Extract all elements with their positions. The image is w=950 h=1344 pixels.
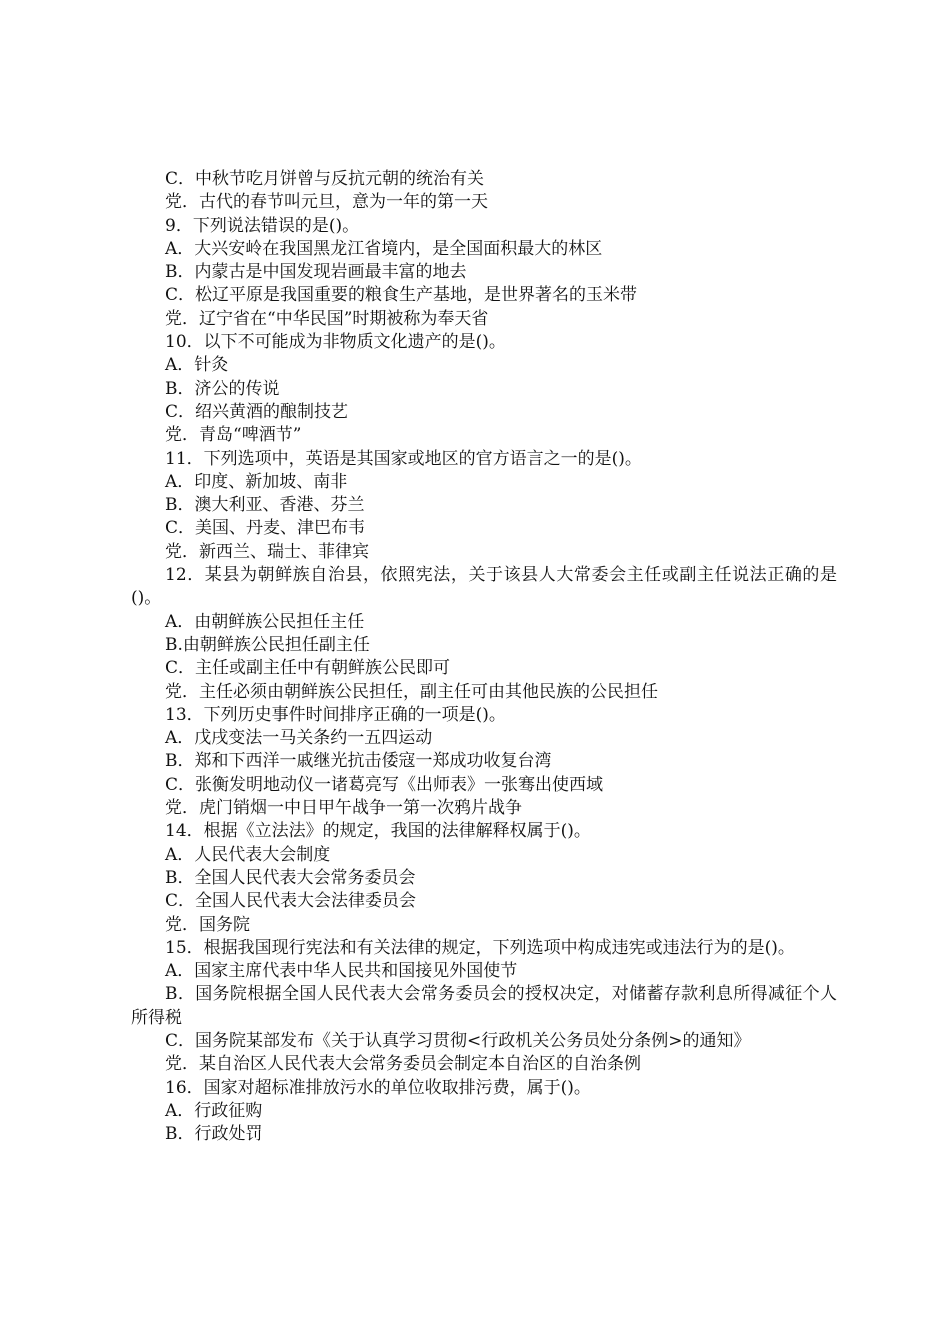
option-c: C．绍兴黄酒的酿制技艺 [165, 401, 349, 422]
option-b: B．行政处罚 [165, 1124, 263, 1145]
option-a: A．针灸 [165, 355, 229, 376]
option-c: C．美国、丹麦、津巴布韦 [165, 518, 366, 539]
option-d: 党．国务院 [165, 914, 250, 935]
question-11: 11．下列选项中，英语是其国家或地区的官方语言之一的是()。 [165, 448, 642, 469]
option-d: 党．主任必须由朝鲜族公民担任，副主任可由其他民族的公民担任 [165, 681, 658, 702]
option-d: 党．某自治区人民代表大会常务委员会制定本自治区的自治条例 [165, 1054, 641, 1075]
option-b: B．全国人民代表大会常务委员会 [165, 867, 416, 888]
option-c: C．主任或副主任中有朝鲜族公民即可 [165, 658, 451, 679]
option-a: A．国家主席代表中华人民共和国接见外国使节 [165, 961, 518, 982]
option-c: C．松辽平原是我国重要的粮食生产基地，是世界著名的玉米带 [165, 285, 638, 306]
option-a: A．印度、新加坡、南非 [165, 471, 348, 492]
option-b: B．内蒙古是中国发现岩画最丰富的地去 [165, 262, 467, 283]
option-d: 党．辽宁省在“中华民国”时期被称为奉天省 [165, 308, 489, 329]
option-b: B．济公的传说 [165, 378, 280, 399]
option-d: 党．新西兰、瑞士、菲律宾 [165, 541, 369, 562]
question-10: 10．以下不可能成为非物质文化遗产的是()。 [165, 332, 506, 353]
option-c: C．全国人民代表大会法律委员会 [165, 891, 417, 912]
option-c: C．张衡发明地动仪一诸葛亮写《出师表》一张骞出使西域 [165, 774, 604, 795]
option-c: C．国务院某部发布《关于认真学习贯彻<行政机关公务员处分条例>的通知》 [165, 1030, 751, 1051]
question-15: 15．根据我国现行宪法和有关法律的规定，下列选项中构成违宪或违法行为的是()。 [165, 937, 795, 958]
option-b: B．郑和下西洋一戚继光抗击倭寇一郑成功收复台湾 [165, 751, 552, 772]
option-b: B．澳大利亚、香港、芬兰 [165, 495, 365, 516]
option-d: 党．古代的春节叫元旦，意为一年的第一天 [165, 192, 488, 213]
question-16: 16．国家对超标准排放污水的单位收取排污费，属于()。 [165, 1077, 591, 1098]
option-a: A．由朝鲜族公民担任主任 [165, 611, 365, 632]
question-9: 9．下列说法错误的是()。 [165, 215, 360, 236]
question-14: 14．根据《立法法》的规定，我国的法律解释权属于()。 [165, 821, 591, 842]
option-a: A．行政征购 [165, 1100, 263, 1121]
option-d: 党．虎门销烟一中日甲午战争一第一次鸦片战争 [165, 798, 522, 819]
option-d: 党．青岛“啤酒节” [165, 425, 302, 446]
option-b: B.由朝鲜族公民担任副主任 [165, 634, 370, 655]
option-c: C．中秋节吃月饼曾与反抗元朝的统治有关 [165, 169, 485, 189]
option-a: A．人民代表大会制度 [165, 844, 331, 865]
question-12: 12．某县为朝鲜族自治县，依照宪法，关于该县人大常委会主任或副主任说法正确的是()。 [131, 565, 837, 609]
option-a: A．戊戌变法一马关条约一五四运动 [165, 728, 433, 749]
document-body [131, 168, 837, 1146]
option-a: A．大兴安岭在我国黑龙江省境内，是全国面积最大的林区 [165, 238, 603, 259]
option-b: B．国务院根据全国人民代表大会常务委员会的授权决定，对储蓄存款利息所得减征个人所得税 [131, 984, 837, 1028]
question-13: 13．下列历史事件时间排序正确的一项是()。 [165, 704, 506, 725]
